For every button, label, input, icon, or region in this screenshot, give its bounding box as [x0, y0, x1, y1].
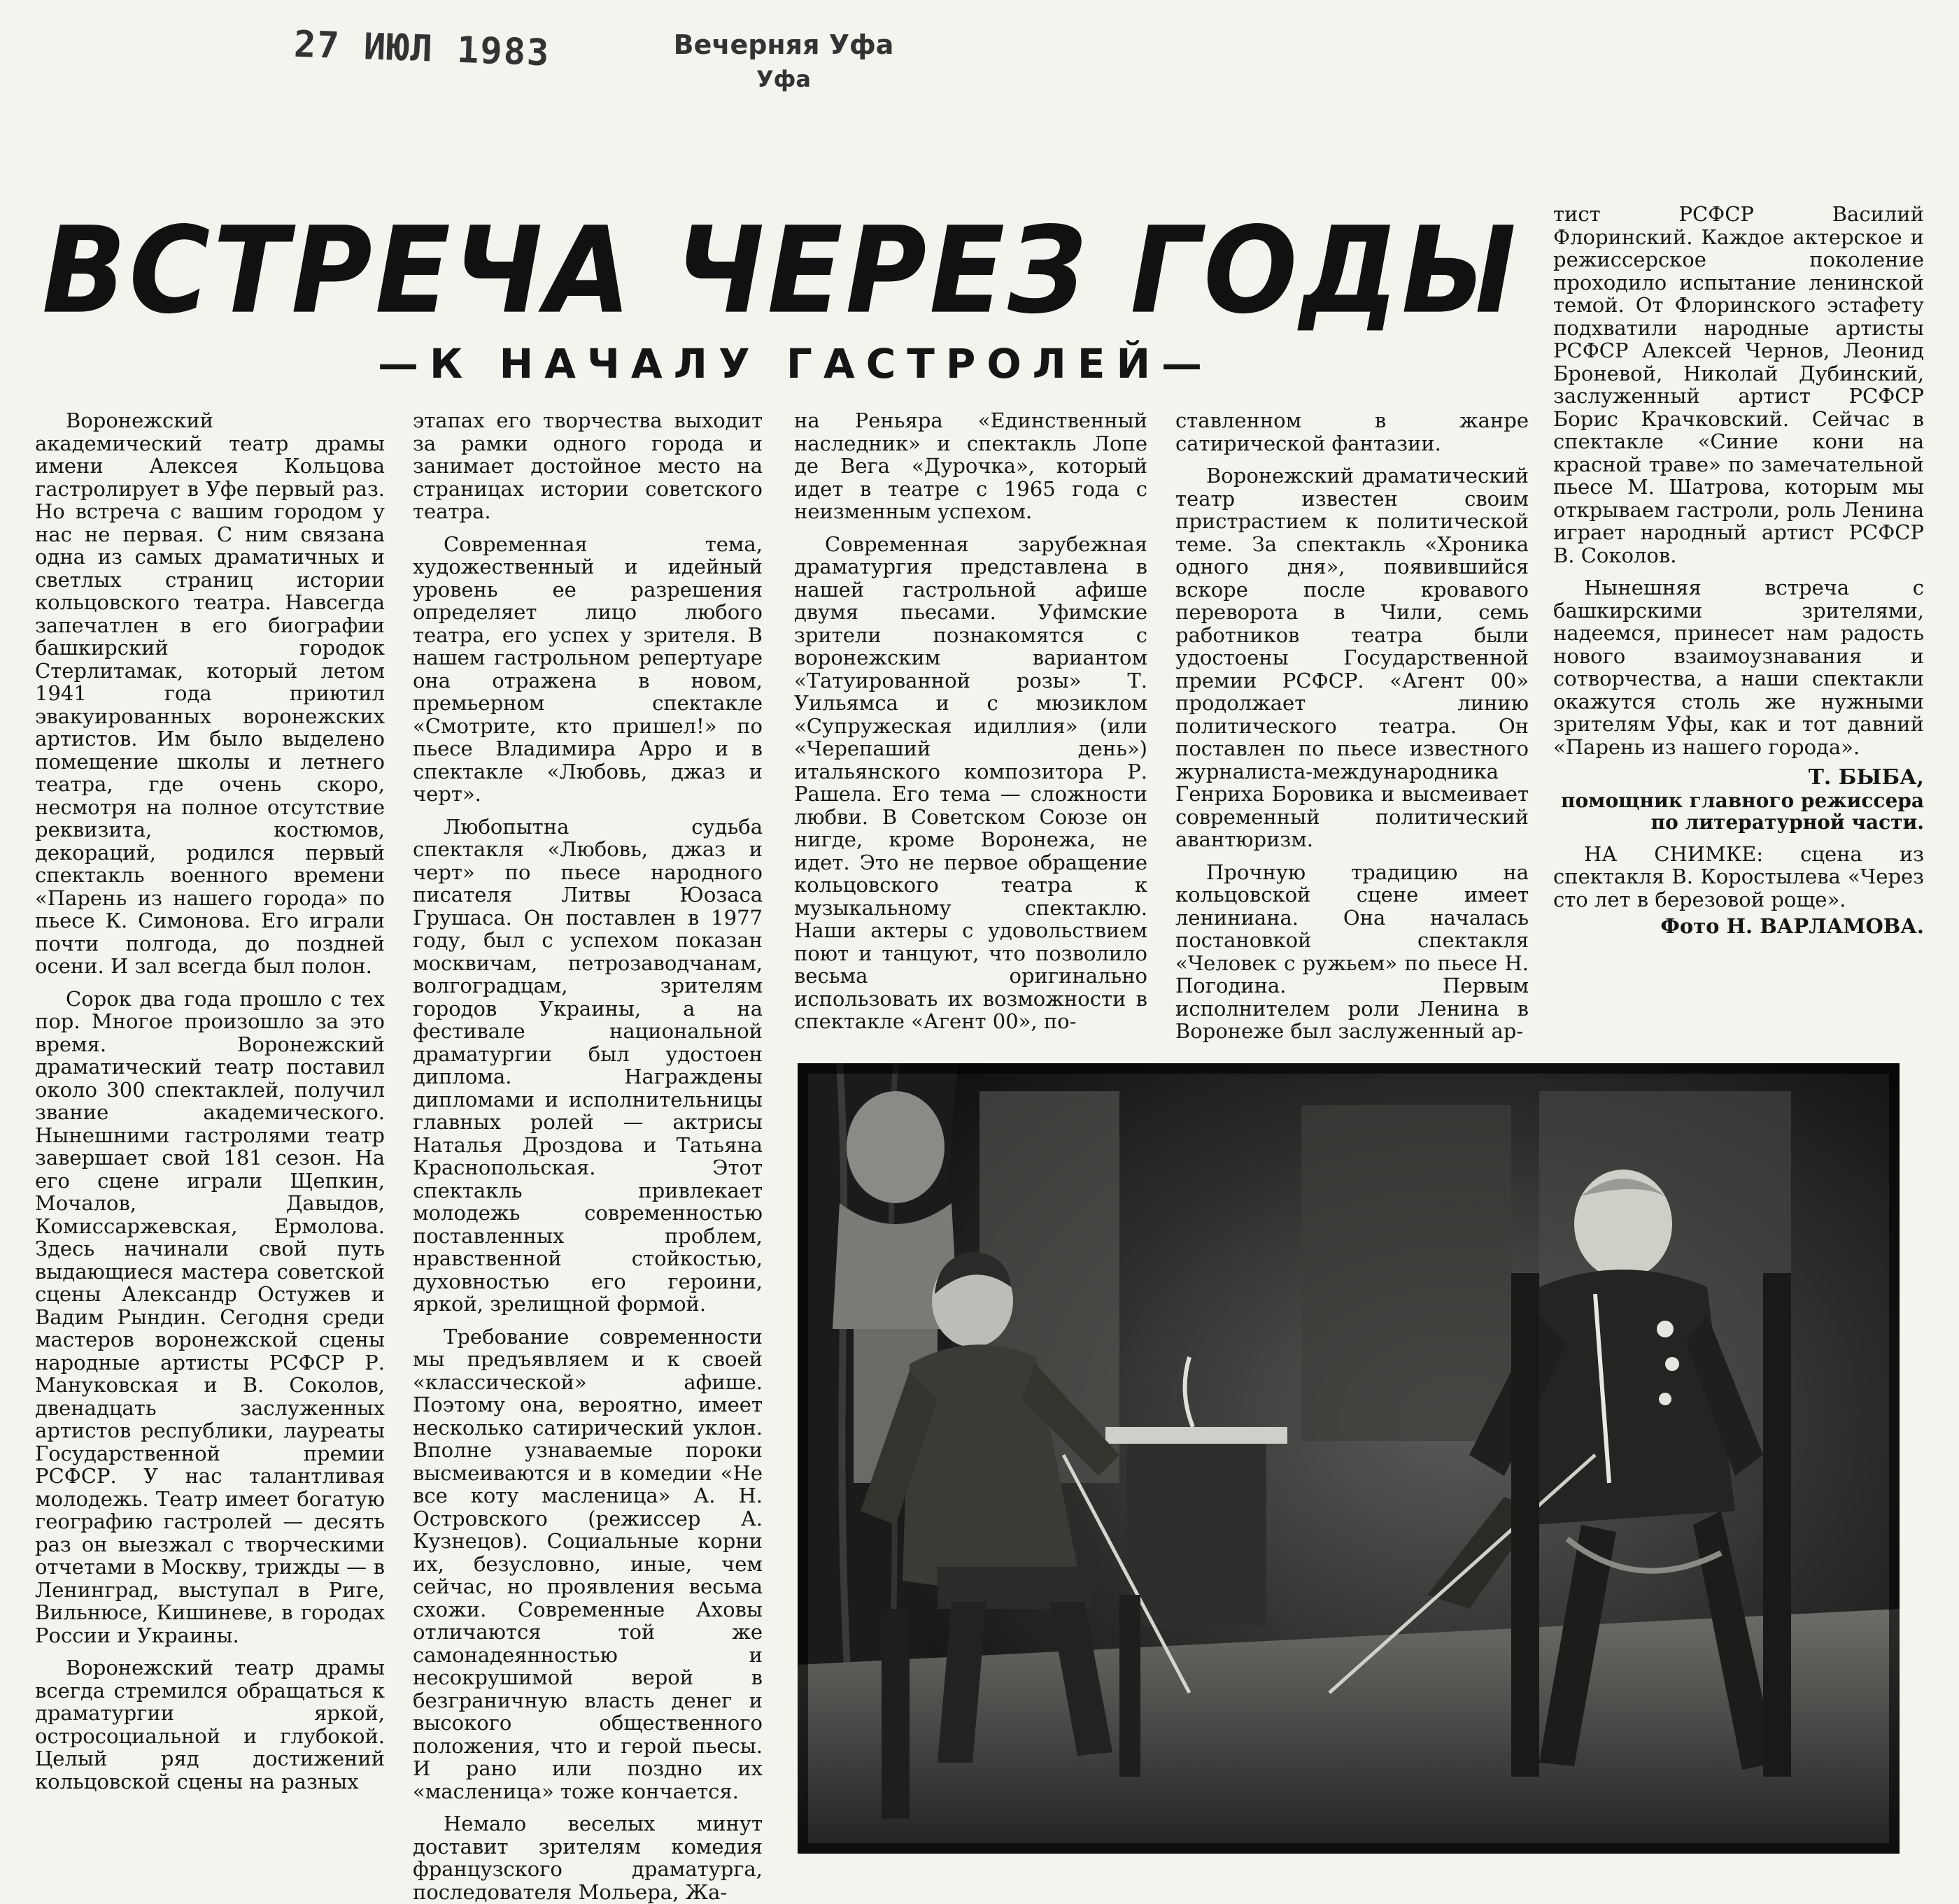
- paragraph: Нынешняя встреча с башкирскими зрителями, надеемся, принесет нам радость нового взаимоузнавания и сотворчества, а наши спектакли окажутся столь же нужными зрителям Уфы, как и тот давний «Парень из нашего города».: [1553, 576, 1924, 759]
- paragraph: Воронежский театр драмы всегда стремился обращаться к драматургии яркой, остросоциальной и глубокой. Целый ряд достижений кольцовской сцены на разных: [35, 1656, 385, 1793]
- newspaper-city: Уфа: [756, 66, 811, 92]
- paragraph: на Реньяра «Единственный наследник» и спектакль Лопе де Вега «Дурочка», который идет в театре с 1965 года с неизменным успехом.: [794, 408, 1147, 523]
- paragraph: Прочную традицию на кольцовской сцене имеет лениниана. Она началась постановкой спектакля «Человек с ружьем» по пьесе Н. Погодина. Первым исполнителем роли Ленина в Воронеже был заслуженный ар-: [1175, 860, 1529, 1043]
- paragraph: Современная зарубежная драматургия представлена в нашей гастрольной афише двумя пьесами. Уфимские зрители познакомятся с воронежским вариантом «Татуированной розы» Т. Уильямса и с мюзиклом «Супружеская идиллия» (или «Черепаший день») итальянского композитора Р. Рашела. Его тема — сложности любви. В Советском Союзе он нигде, кроме Воронежа, не идет. Это не первое обращение кольцовского театра к музыкальному спектаклю. Наши актеры с удовольствием поют и танцуют, что позволило весьма оригинально использовать их возможности в спектакле «Агент 00», по-: [794, 532, 1147, 1033]
- stage-photo-image: [798, 1063, 1900, 1854]
- article-column-2: [413, 408, 763, 1904]
- newspaper-name: Вечерняя Уфа: [673, 29, 894, 60]
- paragraph: этапах его творчества выходит за рамки одного города и занимает достойное место на страницах истории советского театра.: [413, 408, 763, 523]
- author-role: помощник главного режиссера по литературной части.: [1560, 788, 1924, 834]
- newspaper-stamp: [658, 29, 910, 92]
- author-signature: [1553, 767, 1924, 833]
- article-column-3: [794, 409, 1147, 1060]
- photo-caption: НА СНИМКЕ: сцена из спектакля В. Коростылева «Через сто лет в березовой роще».: [1553, 841, 1924, 911]
- article-column-5: [1553, 203, 1924, 1042]
- paragraph: Любопытна судьба спектакля «Любовь, джаз и черт» по пьесе народного писателя Литвы Юозаса Грушаса. Он поставлен в 1977 году, был с успехом показан москвичам, петрозаводчанам, волгоградцам, зрителям городов Украины, а на фестивале национальной драматургии был удостоен диплома. Награждены дипломами и исполнительницы главных ролей — актрисы Наталья Дроздова и Татьяна Краснопольская. Этот спектакль привлекает молодежь современностью поставленных проблем, нравственной стойкостью, духовностью его героини, яркой, зрелищной формой.: [413, 814, 763, 1316]
- paragraph: тист РСФСР Василий Флоринский. Каждое актерское и режиссерское поколение проходило испытание ленинской темой. От Флоринского эстафету подхватили народные артисты РСФСР Алексей Чернов, Леонид Броневой, Николай Дубинский, заслуженный артист РСФСР Борис Крачковский. Сейчас в спектакле «Синие кони на красной траве» по замечательной пьесе М. Шатрова, которым мы открываем гастроли, роль Ленина играет народный артист РСФСР В. Соколов.: [1553, 202, 1924, 567]
- article-rubric: —К НАЧАЛУ ГАСТРОЛЕЙ—: [378, 340, 1213, 388]
- paragraph: Воронежский драматический театр известен своим пристрастием к политической теме. За спектакль «Хроника одного дня», появившийся вскоре после кровавого переворота в Чили, семь работников театра были удостоены Государственной премии РСФСР. «Агент 00» продолжает линию политического театра. Он поставлен по пьесе известного журналиста-международника Генриха Боровика и высмеивает современный политический авантюризм.: [1175, 464, 1529, 851]
- article-column-4: [1175, 409, 1529, 1060]
- stage-photo: [798, 1063, 1900, 1854]
- paragraph: Современная тема, художественный и идейный уровень ее разрешения определяет лицо любого театра, его успех у зрителя. В нашем гастрольном репертуаре она отражена в новом, премьерном спектакле «Смотрите, кто пришел!» по пьесе Владимира Арро и в спектакле «Любовь, джаз и черт».: [413, 532, 763, 806]
- date-stamp: 27 ИЮЛ 1983: [293, 23, 551, 75]
- author-name: Т. БЫБА,: [1808, 765, 1924, 790]
- photo-credit: Фото Н. ВАРЛАМОВА.: [1660, 914, 1924, 938]
- paragraph: Воронежский академический театр драмы имени Алексея Кольцова гастролирует в Уфе первый раз. Но встреча с вашим городом у нас не первая. С ним связана одна из самых драматичных и светлых страниц истории кольцовского театра. Навсегда запечатлен в его биографии башкирский городок Стерлитамак, который летом 1941 года приютил эвакуированных воронежских артистов. Им было выделено помещение школы и летнего театра, где очень скоро, несмотря на полное отсутствие реквизита, костюмов, декораций, родился первый спектакль военного времени «Парень из нашего города» по пьесе К. Симонова. Его играли почти полгода, до поздней осени. И зал всегда был полон.: [35, 408, 385, 978]
- article-column-1: [35, 409, 385, 1878]
- paragraph: ставленном в жанре сатирической фантазии.: [1175, 408, 1529, 455]
- paragraph: Немало веселых минут доставит зрителям комедия французского драматурга, последователя Мольера, Жа-: [413, 1812, 763, 1904]
- paragraph: Сорок два года прошло с тех пор. Многое произошло за это время. Воронежский драматический театр поставил около 300 спектаклей, получил звание академического. Нынешними гастролями театр завершает свой 181 сезон. На его сцене играли Щепкин, Мочалов, Давыдов, Комиссаржевская, Ермолова. Здесь начинали свой путь выдающиеся мастера советской сцены Александр Остужев и Вадим Рындин. Сегодня среди мастеров воронежской сцены народные артисты РСФСР Р. Мануковская и В. Соколов, двенадцать заслуженных артистов республики, лауреаты Государственной премии РСФСР. У нас талантливая молодежь. Театр имеет богатую географию гастролей — десять раз он выезжал с творческими отчетами в Москву, трижды — в Ленинград, выступал в Риге, Вильнюсе, Кишиневе, в городах России и Украины.: [35, 986, 385, 1647]
- article-title: ВСТРЕЧА ЧЕРЕЗ ГОДЫ: [42, 201, 1519, 341]
- paragraph: Требование современности мы предъявляем и к своей «классической» афише. Поэтому она, вероятно, имеет несколько сатирический уклон. Вполне узнаваемые пороки высмеиваются и в комедии «Не все коту масленица» А. Н. Островского (режиссер А. Кузнецов). Социальные корни их, безусловно, иные, чем сейчас, но проявления весьма схожи. Современные Аховы отличаются той же самонадеянностью и несокрушимой верой в безграничную власть денег и высокого общественного положения, что и герой пьесы. И рано или поздно их «масленица» тоже кончается.: [413, 1324, 763, 1803]
